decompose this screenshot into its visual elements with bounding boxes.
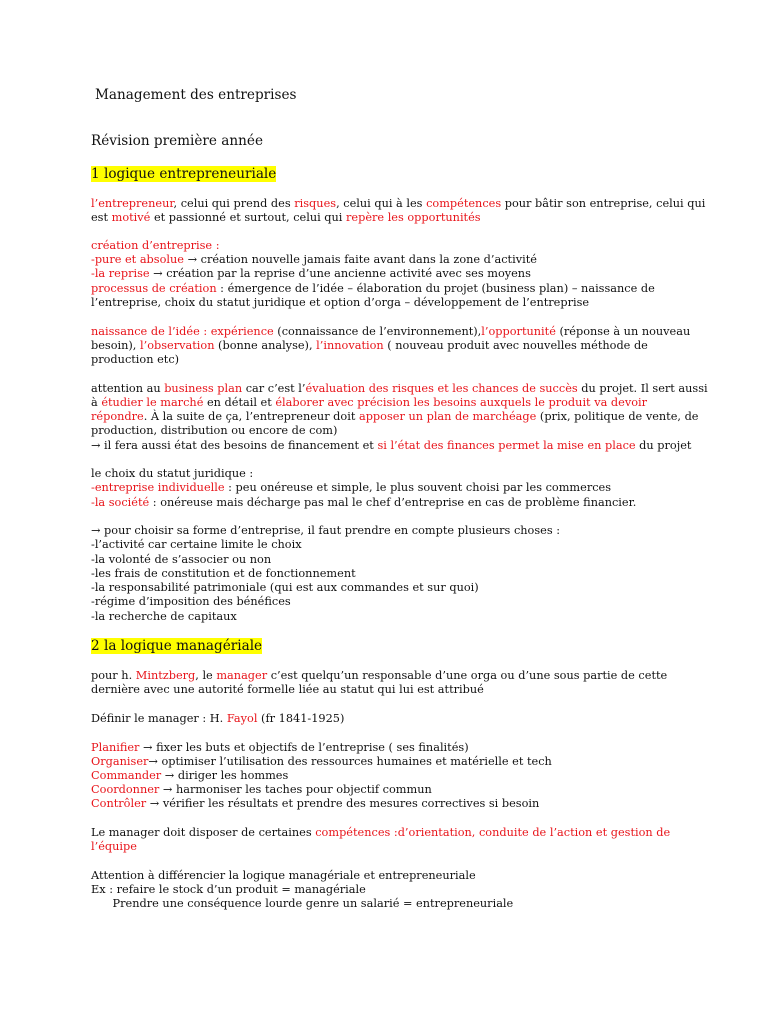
text-line <box>91 669 667 683</box>
text-line <box>91 424 337 438</box>
text-line <box>91 610 237 624</box>
text-segment: → vérifier les résultats et prendre des mesures correctives si besoin <box>146 797 540 810</box>
highlighted-term: Fayol <box>226 712 258 725</box>
highlighted-term: business plan <box>164 382 243 395</box>
highlighted-term: Planifier <box>91 741 140 754</box>
text-segment: (bonne analyse), <box>214 339 317 352</box>
text-segment: est <box>91 211 112 224</box>
text-segment: (réponse à un nouveau <box>555 325 691 338</box>
highlighted-term: manager <box>216 669 268 682</box>
highlighted-term: -la reprise <box>91 267 154 280</box>
text-line <box>91 797 539 811</box>
text-segment: -la volonté de s’associer ou non <box>91 553 272 566</box>
text-line <box>91 353 179 367</box>
text-segment: Définir le manager : H. <box>91 712 227 725</box>
text-line <box>91 883 366 897</box>
section-1-heading <box>91 166 276 183</box>
text-segment: (connaissance de l’environnement), <box>273 325 482 338</box>
text-segment: (fr 1841-1925) <box>257 712 345 725</box>
text-segment: , celui qui à les <box>336 197 427 210</box>
text-segment: -les frais de constitution et de fonctionnement <box>91 567 356 580</box>
text-segment: dernière avec une autorité formelle liée au statut qui lui est attribué <box>91 683 484 696</box>
text-segment: → diriger les hommes <box>161 769 289 782</box>
highlighted-term: répondre <box>91 410 144 423</box>
highlighted-term: processus de création <box>91 282 217 295</box>
text-segment: en détail et <box>203 396 276 409</box>
text-segment: pour h. <box>91 669 136 682</box>
text-segment: c’est quelqu’un responsable d’une orga ou d’une sous partie de cette <box>267 669 668 682</box>
text-segment: Attention à différencier la logique managériale et entrepreneuriale <box>91 869 476 882</box>
highlighted-term: compétences :d’orientation, conduite de l’action et gestion de <box>315 826 671 839</box>
highlighted-term: Coordonner <box>91 783 160 796</box>
text-line <box>91 783 432 797</box>
text-segment: → pour choisir sa forme d’entreprise, il faut prendre en compte plusieurs choses : <box>91 524 561 537</box>
text-segment: → il fera aussi état des besoins de financement et <box>91 439 378 452</box>
text-line <box>91 897 513 911</box>
highlighted-term: -entreprise individuelle <box>91 481 225 494</box>
text-line <box>91 741 469 755</box>
text-line <box>91 211 481 225</box>
text-segment: (prix, politique de vente, de <box>536 410 699 423</box>
text-segment: → fixer les buts et objectifs de l’entreprise ( ses finalités) <box>139 741 469 754</box>
highlighted-term: l’équipe <box>91 840 137 853</box>
text-line <box>91 439 691 453</box>
text-segment: , celui qui prend des <box>173 197 295 210</box>
highlighted-term: apposer un plan de marchéage <box>358 410 537 423</box>
text-segment: production etc) <box>91 353 180 366</box>
text-segment: : onéreuse mais décharge pas mal le chef d’entreprise en cas de problème financier. <box>149 496 637 509</box>
highlighted-term: l’entrepreneur <box>91 197 174 210</box>
text-line <box>91 869 476 883</box>
text-line <box>91 755 552 769</box>
highlighted-term: étudier le marché <box>101 396 204 409</box>
text-segment: à <box>91 396 102 409</box>
text-segment: -l’activité car certaine limite le choix <box>91 538 302 551</box>
text-segment: Ex : refaire le stock d’un produit = managériale <box>91 883 366 896</box>
text-line <box>91 683 484 697</box>
text-segment: le choix du statut juridique : <box>91 467 254 480</box>
text-line <box>91 553 271 567</box>
text-segment: → optimiser l’utilisation des ressources humaines et matérielle et tech <box>148 755 552 768</box>
highlighted-term: évaluation des risques et les chances de succès <box>305 382 578 395</box>
text-line <box>91 282 655 296</box>
text-segment: ( nouveau produit avec nouvelles méthode de <box>383 339 648 352</box>
document-subtitle: Révision première année <box>91 133 263 149</box>
text-line <box>91 712 344 726</box>
text-line <box>91 538 302 552</box>
highlighted-term: l’innovation <box>316 339 384 352</box>
text-line <box>91 239 220 253</box>
highlighted-term: l’observation <box>140 339 215 352</box>
text-line <box>91 769 288 783</box>
section-1-heading-text: 1 logique entrepreneuriale <box>91 166 277 182</box>
text-segment: l’entreprise, choix du statut juridique et option d’orga – développement de l’entreprise <box>91 296 590 309</box>
highlighted-term: création d’entreprise : <box>91 239 220 252</box>
highlighted-term: si l’état des finances permet la mise en place <box>377 439 636 452</box>
text-segment: et passionné et surtout, celui qui <box>150 211 347 224</box>
highlighted-term: -la société <box>91 496 150 509</box>
highlighted-term: Contrôler <box>91 797 147 810</box>
text-segment: , le <box>195 669 217 682</box>
highlighted-term: Commander <box>91 769 162 782</box>
text-segment: -la recherche de capitaux <box>91 610 237 623</box>
section-2-heading <box>91 638 262 655</box>
section-2-heading-text: 2 la logique managériale <box>91 638 263 654</box>
highlighted-term: naissance de l’idée : expérience <box>91 325 274 338</box>
highlighted-term: risques <box>294 197 337 210</box>
text-line <box>91 467 253 481</box>
highlighted-term: élaborer avec précision les besoins auxquels le produit va devoir <box>275 396 648 409</box>
text-line <box>91 496 636 510</box>
highlighted-term: compétences <box>426 197 502 210</box>
text-segment: → harmoniser les taches pour objectif commun <box>159 783 432 796</box>
text-segment: production, distribution ou encore de com) <box>91 424 338 437</box>
text-segment: besoin), <box>91 339 140 352</box>
text-segment: → création nouvelle jamais faite avant dans la zone d’activité <box>187 253 537 266</box>
text-segment: -régime d’imposition des bénéfices <box>91 595 291 608</box>
highlighted-term: repère les opportunités <box>346 211 481 224</box>
text-line <box>91 396 647 410</box>
text-line <box>91 382 708 396</box>
text-segment: Prendre une conséquence lourde genre un salarié = entrepreneuriale <box>91 897 514 910</box>
text-line <box>91 197 705 211</box>
document-title: Management des entreprises <box>95 87 297 103</box>
highlighted-term: motivé <box>111 211 151 224</box>
text-segment: . À la suite de ça, l’entrepreneur doit <box>143 410 359 423</box>
text-segment: → création par la reprise d’une ancienne activité avec ses moyens <box>153 267 531 280</box>
text-segment: car c’est l’ <box>242 382 306 395</box>
text-line <box>91 567 356 581</box>
text-line <box>91 267 531 281</box>
text-line <box>91 840 137 854</box>
highlighted-term: Organiser <box>91 755 149 768</box>
text-segment: du projet <box>635 439 692 452</box>
highlighted-term: -pure et absolue <box>91 253 188 266</box>
text-line <box>91 325 690 339</box>
highlighted-term: Mintzberg <box>135 669 196 682</box>
text-segment: -la responsabilité patrimoniale (qui est aux commandes et sur quoi) <box>91 581 479 594</box>
text-line <box>91 296 589 310</box>
text-segment: : peu onéreuse et simple, le plus souvent choisi par les commerces <box>224 481 612 494</box>
text-segment: pour bâtir son entreprise, celui qui <box>501 197 706 210</box>
text-line <box>91 481 611 495</box>
text-segment: attention au <box>91 382 165 395</box>
text-line <box>91 581 479 595</box>
text-line <box>91 595 291 609</box>
text-line <box>91 253 537 267</box>
text-segment: Le manager doit disposer de certaines <box>91 826 316 839</box>
text-line <box>91 524 560 538</box>
highlighted-term: l’opportunité <box>481 325 556 338</box>
text-line <box>91 410 699 424</box>
text-line <box>91 826 670 840</box>
text-line <box>91 339 648 353</box>
text-segment: : émergence de l’idée – élaboration du projet (business plan) – naissance de <box>216 282 655 295</box>
text-segment: du projet. Il sert aussi <box>577 382 708 395</box>
